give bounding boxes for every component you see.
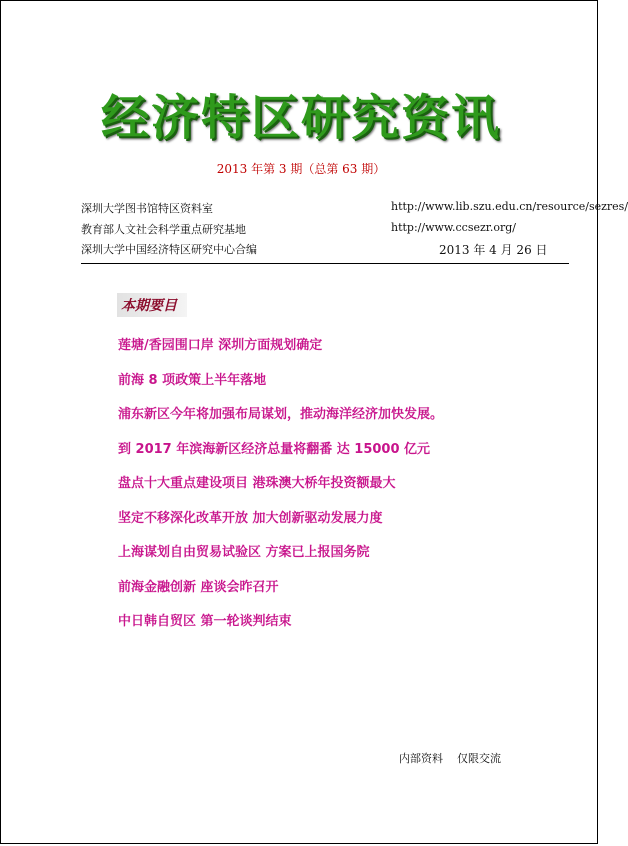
toc-heading: 本期要目 (117, 293, 187, 317)
publisher-url-link[interactable]: http://www.lib.szu.edu.cn/resource/sezres/ (391, 200, 628, 213)
internal-use-note: 内部资料 仅限交流 (399, 752, 501, 765)
publisher-name: 深圳大学中国经济特区研究中心合编 (81, 243, 257, 256)
publisher-row (81, 200, 628, 216)
publisher-row (81, 221, 571, 237)
toc-item: 浦东新区今年将加强布局谋划，推动海洋经济加快发展。 (118, 407, 444, 422)
toc-item: 盘点十大重点建设项目 港珠澳大桥年投资额最大 (118, 476, 396, 491)
header-divider (81, 263, 569, 264)
toc-item: 上海谋划自由贸易试验区 方案已上报国务院 (118, 545, 370, 560)
publisher-name: 深圳大学图书馆特区资料室 (81, 202, 213, 215)
issue-number: 2013 年第 3 期（总第 63 期） (216, 162, 386, 176)
toc-item: 坚定不移深化改革开放 加大创新驱动发展力度 (118, 510, 383, 526)
toc-item: 莲塘/香园围口岸 深圳方面规划确定 (118, 338, 323, 353)
publisher-row (81, 241, 571, 257)
publication-date: 2013 年 4 月 26 日 (439, 243, 548, 257)
toc-item: 中日韩自贸区 第一轮谈判结束 (118, 614, 292, 629)
publisher-name: 教育部人文社会科学重点研究基地 (81, 223, 246, 236)
toc-list (118, 337, 443, 648)
newsletter-title: 经济特区研究资讯 (100, 90, 501, 146)
publisher-url-link[interactable]: http://www.ccsezr.org/ (391, 221, 516, 234)
toc-item: 前海 8 项政策上半年落地 (118, 372, 267, 388)
toc-item: 前海金融创新 座谈会昨召开 (118, 579, 279, 595)
toc-item: 到 2017 年滨海新区经济总量将翻番 达 15000 亿元 (118, 441, 431, 457)
